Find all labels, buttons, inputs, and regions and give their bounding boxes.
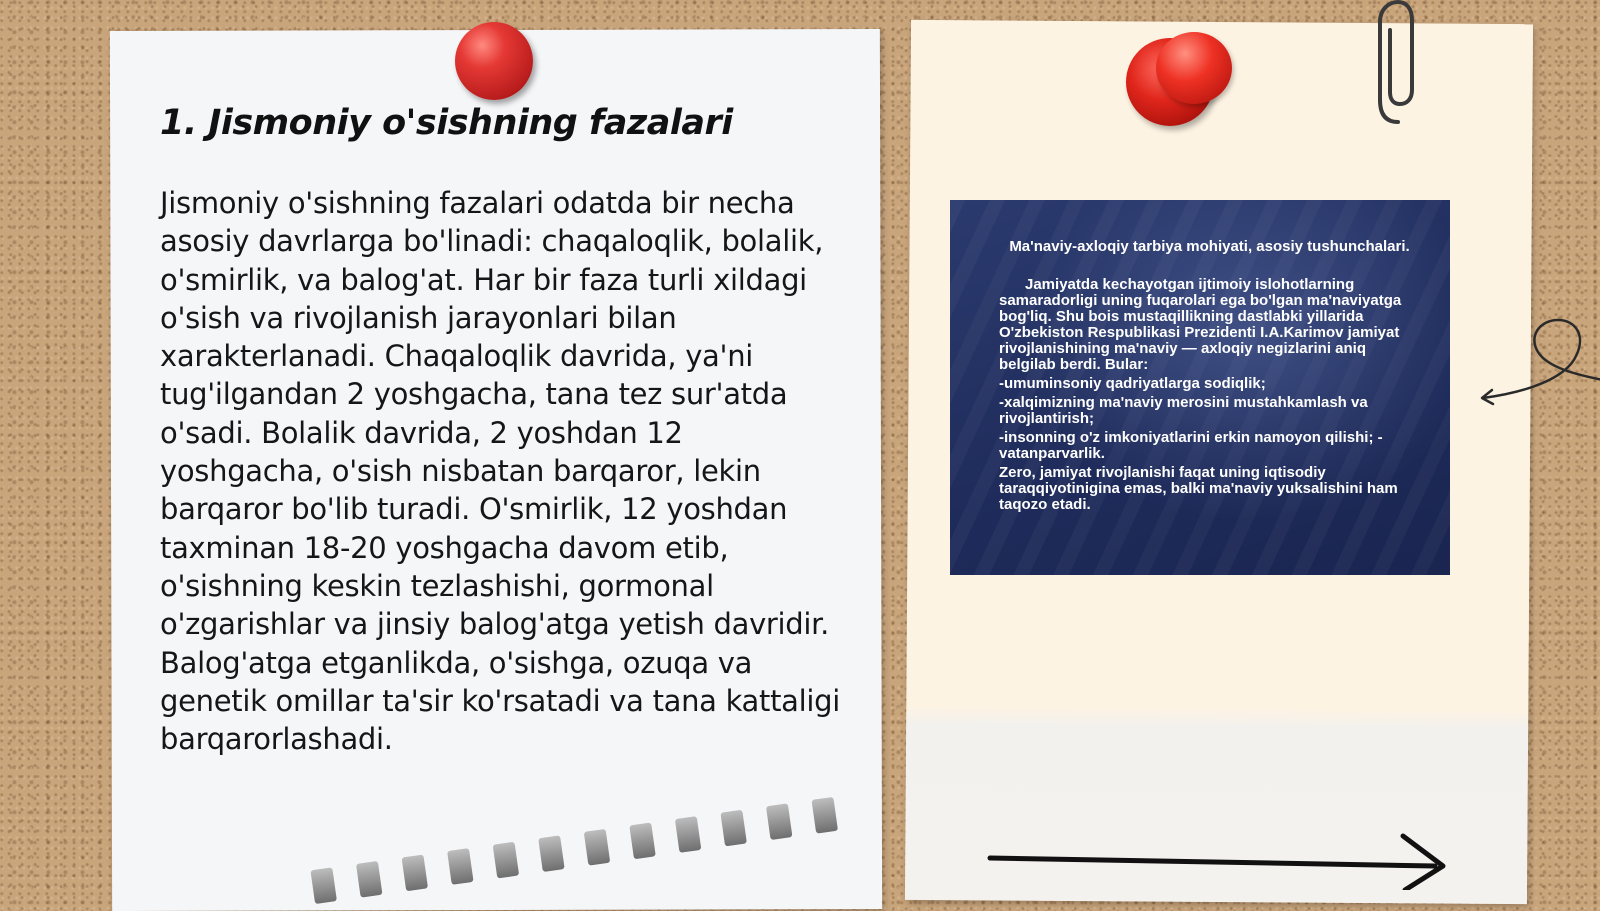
curly-arrow-icon xyxy=(1478,300,1600,420)
binding-hole xyxy=(493,842,520,879)
binding-hole xyxy=(629,823,656,860)
slide-closing: Zero, jamiyat rivojlanishi faqat uning iqtisodiy taraqqiyotinigina emas, balki ma'naviy yuksalishini ham taqozo etadi. xyxy=(999,464,1398,513)
page-title: 1. Jismoniy o'sishning fazalari xyxy=(160,103,733,143)
binding-hole xyxy=(356,861,383,898)
binding-hole xyxy=(812,797,839,834)
binding-hole xyxy=(720,810,747,847)
binding-hole xyxy=(675,816,702,853)
slide-list-item: -umuminsoniy qadriyatlarga sodiqlik; xyxy=(999,375,1266,392)
slide-heading: Ma'naviy-axloqiy tarbiya mohiyati, asosiy tushunchalari. xyxy=(1009,238,1410,255)
slide-list-item: -xalqimizning ma'naviy merosini mustahkamlash va rivojlantirish; xyxy=(999,394,1368,427)
slide-paragraph: Jamiyatda kechayotgan ijtimoiy islohotlarning samaradorligi uning fuqarolari ega bo'lgan ma'naviyatga bog'liq. Shu bois mustaqillikning dastlabki yillarida O'zbekiston Respublikasi Prezidenti I.A.Karimov jamiyat rivojlanishining ma'naviy — axloqiy negizlarini aniq belgilab berdi. Bular: xyxy=(999,276,1402,373)
binding-hole xyxy=(584,829,611,866)
binding-hole xyxy=(310,867,337,904)
body-paragraph: Jismoniy o'sishning fazalari odatda bir necha asosiy davrlarga bo'linadi: chaqaloqlik, bolalik, o'smirlik, va balog'at. Har bir faza turli xildagi o'sish va rivojlanish jarayonlari bilan xarakterlanadi. Chaqaloqlik davrida, ya'ni tug'ilgandan 2 yoshgacha, tana tez sur'atda o'sadi. Bolalik davrida, 2 yoshdan 12 yoshgacha, o'sish nisbatan barqaror, lekin barqaror bo'lib turadi. O'smirlik, 12 yoshdan taxminan 18-20 yoshgacha davom etib, o'sishning keskin tezlashishi, gormonal o'zgarishlar va jinsiy balog'atga yetish davridir. Balog'atga etganlikda, o'sishga, ozuqa va genetik omillar ta'sir ko'rsatadi va tana kattaligi barqarorlashadi. xyxy=(160,186,841,757)
paper-clip-icon xyxy=(1370,0,1420,125)
binding-hole xyxy=(447,848,474,885)
embedded-slide xyxy=(950,200,1450,575)
binding-hole xyxy=(766,803,793,840)
push-pin-icon xyxy=(455,22,533,100)
arrow-right-icon xyxy=(985,830,1455,890)
binding-hole xyxy=(538,835,565,872)
binding-hole xyxy=(402,855,429,892)
push-pin-icon xyxy=(1156,32,1232,104)
slide-list-item: -insonning o'z imkoniyatlarini erkin namoyon qilishi; -vatanparvarlik. xyxy=(999,429,1383,462)
